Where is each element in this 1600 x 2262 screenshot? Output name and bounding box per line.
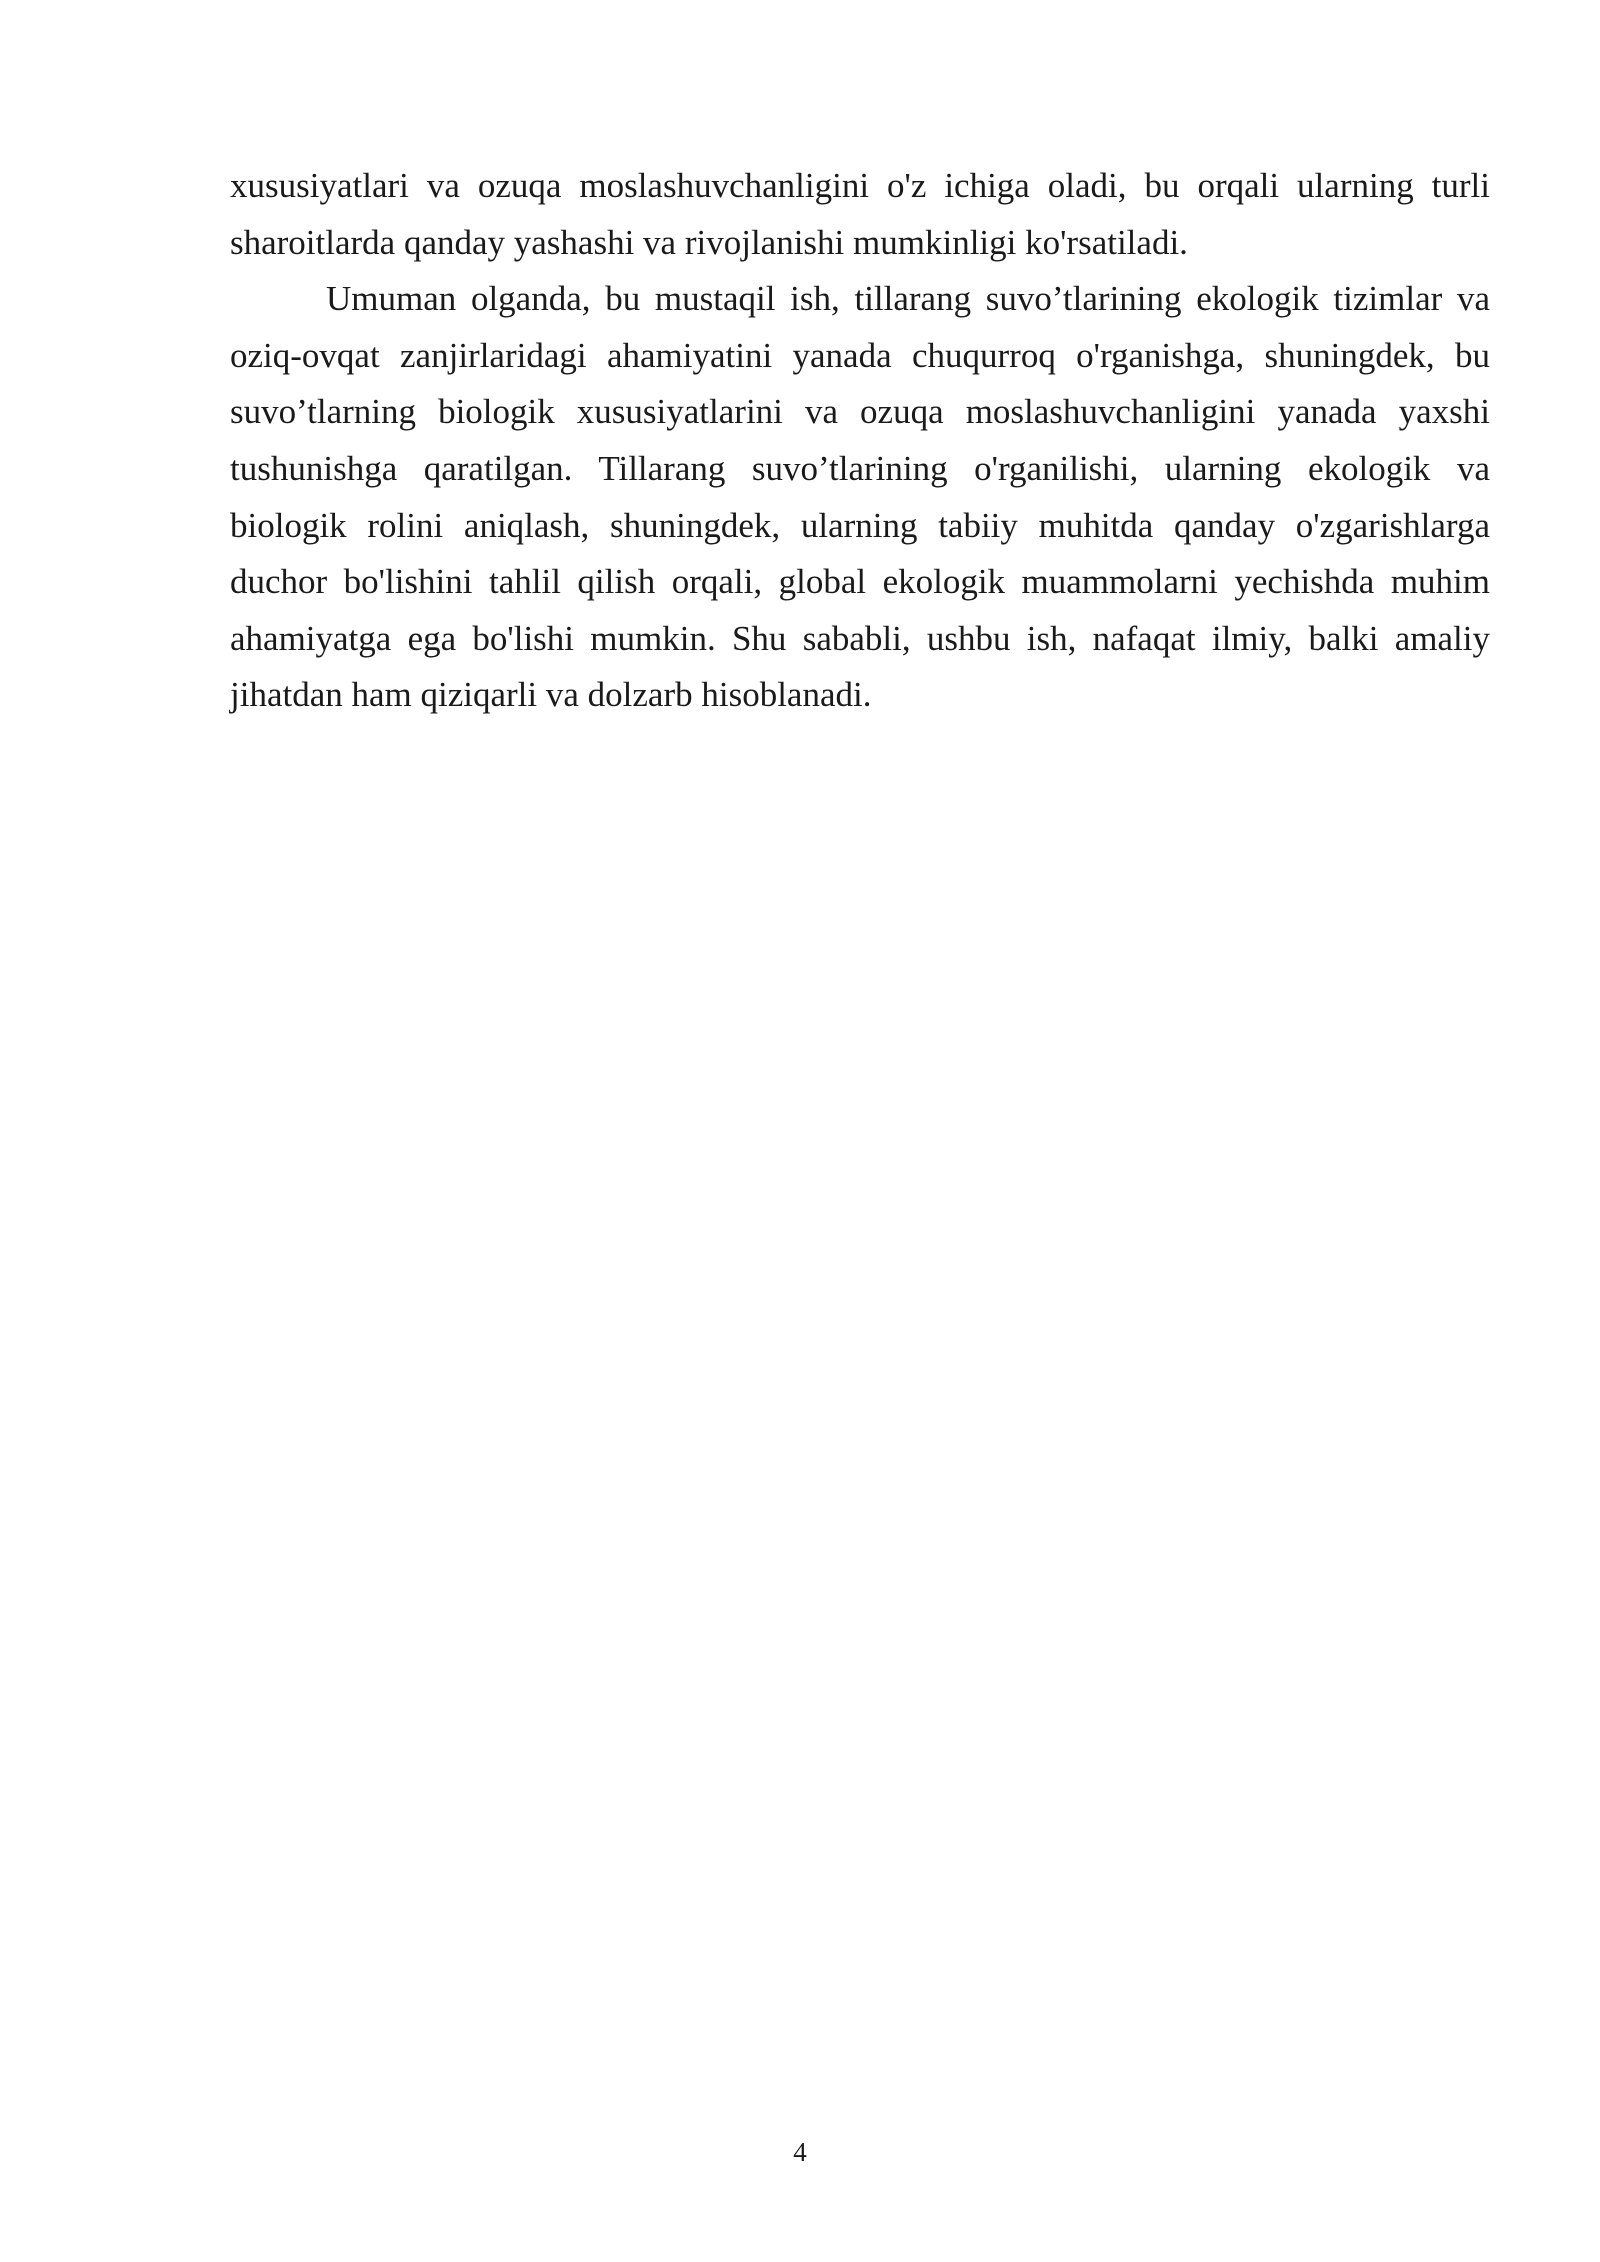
body-text xyxy=(230,158,1490,724)
paragraph-conclusion: Umuman olganda, bu mustaqil ish, tillarang suvo’tlarining ekologik tizimlar va oziq-ovqat zanjirlaridagi ahamiyatini yanada chuqurroq o'rganishga, shuningdek, bu suvo’tlarning biologik xususiyatlarini va ozuqa moslashuvchanligini yanada yaxshi tushunishga qaratilgan. Tillarang suvo’tlarining o'rganilishi, ularning ekologik va biologik rolini aniqlash, shuningdek, ularning tabiiy muhitda qanday o'zgarishlarga duchor bo'lishini tahlil qilish orqali, global ekologik muammolarni yechishda muhim ahamiyatga ega bo'lishi mumkin. Shu sababli, ushbu ish, nafaqat ilmiy, balki amaliy jihatdan ham qiziqarli va dolzarb hisoblanadi. xyxy=(230,279,1490,715)
page-number: 4 xyxy=(793,2137,807,2167)
paragraph-continuation: xususiyatlari va ozuqa moslashuvchanligini o'z ichiga oladi, bu orqali ularning turli sharoitlarda qanday yashashi va rivojlanishi mumkinligi ko'rsatiladi. xyxy=(230,166,1490,262)
